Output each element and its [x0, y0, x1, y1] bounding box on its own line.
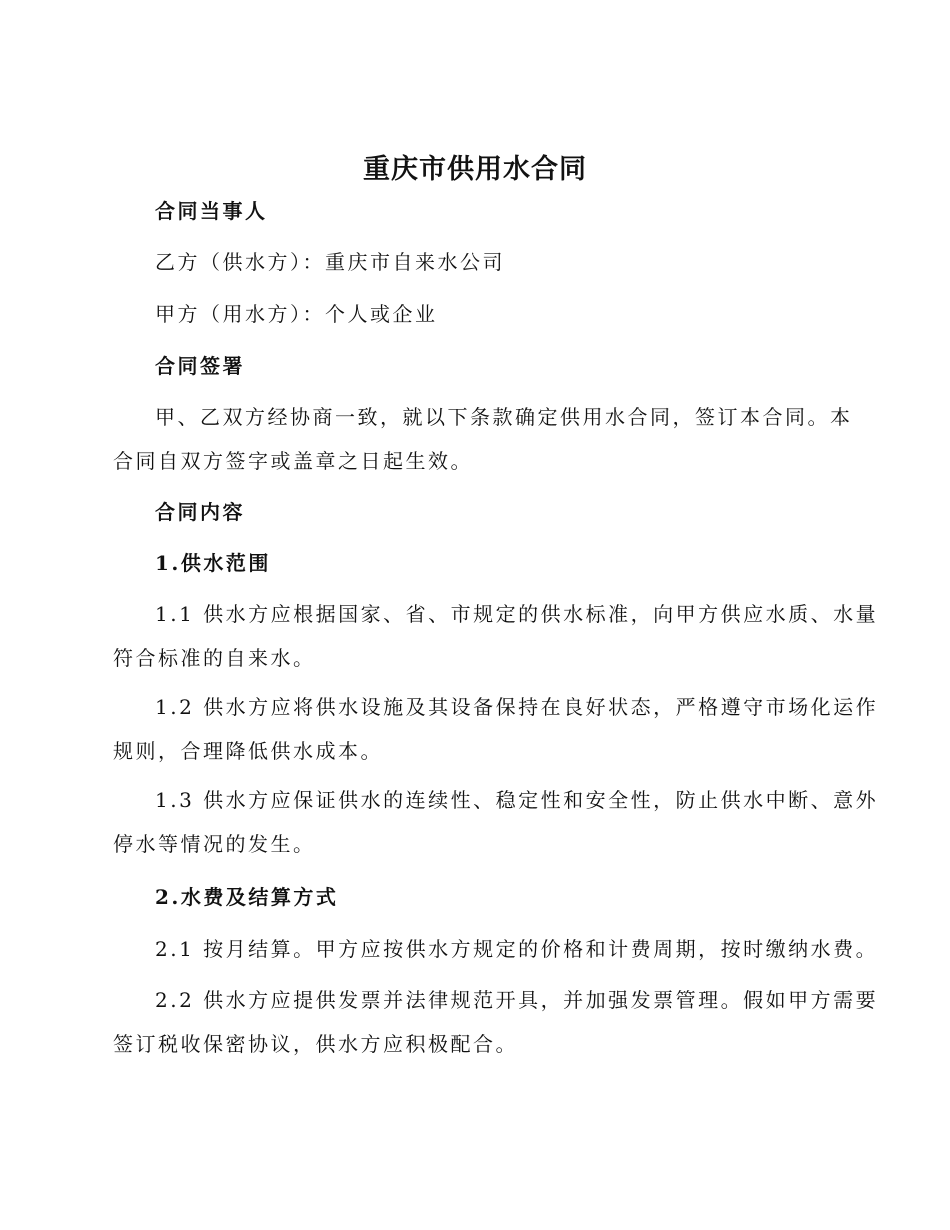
paragraph-line: 符合标准的自来水。	[113, 646, 316, 670]
paragraph-line: 1.2 供水方应将供水设施及其设备保持在良好状态，严格遵守市场化运作	[155, 695, 879, 719]
paragraph-line: 2.2 供水方应提供发票并法律规范开具，并加强发票管理。假如甲方需要	[155, 988, 879, 1012]
paragraph-line: 1.1 供水方应根据国家、省、市规定的供水标准，向甲方供应水质、水量	[155, 602, 879, 626]
section-heading-fees: 2.水费及结算方式	[155, 885, 339, 909]
paragraph-line: 1.3 供水方应保证供水的连续性、稳定性和安全性，防止供水中断、意外	[155, 788, 879, 812]
party-b-line: 乙方（供水方）：重庆市自来水公司	[155, 250, 505, 274]
paragraph-line: 规则，合理降低供水成本。	[113, 739, 383, 763]
party-a-line: 甲方（用水方）：个人或企业	[155, 302, 438, 326]
section-heading-supply-scope: 1.供水范围	[155, 551, 271, 575]
section-heading-signing: 合同签署	[155, 354, 245, 378]
paragraph-line: 2.1 按月结算。甲方应按供水方规定的价格和计费周期，按时缴纳水费。	[155, 937, 879, 961]
paragraph-line: 合同自双方签字或盖章之日起生效。	[113, 449, 473, 473]
document-title: 重庆市供用水合同	[363, 154, 587, 185]
section-heading-parties: 合同当事人	[155, 199, 268, 223]
paragraph-line: 停水等情况的发生。	[113, 832, 316, 856]
paragraph-line: 甲、乙双方经协商一致，就以下条款确定供用水合同，签订本合同。本	[155, 405, 853, 429]
section-heading-content: 合同内容	[155, 500, 245, 524]
paragraph-line: 签订税收保密协议，供水方应积极配合。	[113, 1032, 518, 1056]
